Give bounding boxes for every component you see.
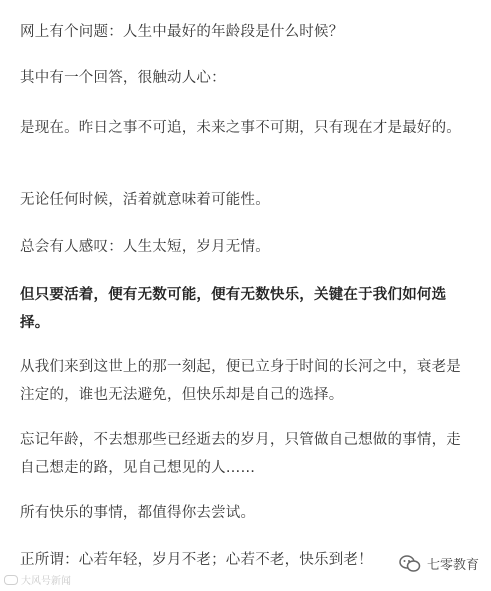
paragraph-time-river: 从我们来到这世上的那一刻起，便已立身于时间的长河之中，衰老是注定的，谁也无法避免，但快乐却是自己的选择。 [20, 359, 461, 403]
watermark-logo-icon [4, 575, 18, 585]
account-watermark [399, 554, 479, 573]
paragraph-lament: 总会有人感叹：人生太短，岁月无情。 [20, 239, 270, 255]
paragraph-possibility: 无论任何时候，活着就意味着可能性。 [20, 192, 270, 208]
watermark-left-text: 大风号新闻 [21, 576, 71, 587]
paragraph-emphasis: 但只要活着，便有无数可能，便有无数快乐，关键在于我们如何选择。 [20, 287, 447, 331]
paragraph-forget-age: 忘记年龄，不去想那些已经逝去的岁月，只管做自己想做的事情，走自己想走的路，见自己想见的人…… [20, 432, 461, 476]
wechat-icon [399, 555, 421, 573]
watermark-right-text: 七零教育 [426, 558, 479, 573]
paragraph-conclusion: 正所谓：心若年轻，岁月不老；心若不老，快乐到老！ [20, 552, 373, 568]
paragraph-question: 网上有个问题：人生中最好的年龄段是什么时候？ [20, 24, 344, 40]
source-watermark [4, 572, 71, 587]
paragraph-answer: 是现在。昨日之事不可追，未来之事不可期，只有现在才是最好的。 [20, 120, 461, 136]
paragraph-try: 所有快乐的事情，都值得你去尝试。 [20, 505, 256, 521]
paragraph-intro: 其中有一个回答，很触动人心： [20, 70, 226, 86]
